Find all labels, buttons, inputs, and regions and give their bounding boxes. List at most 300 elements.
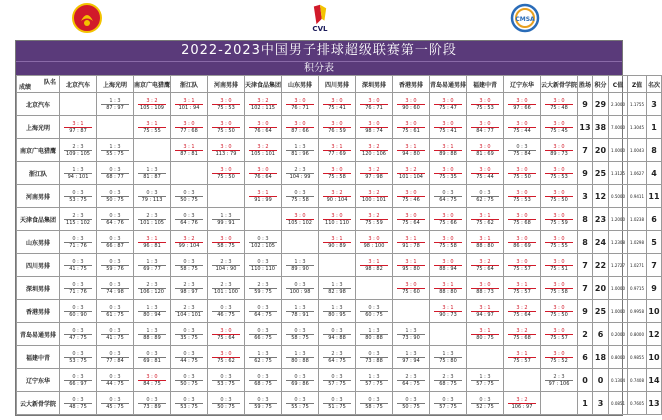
match-result-cell [245, 139, 282, 162]
match-points: 105 : 101 [251, 150, 275, 157]
match-sets: 0 : 3 [64, 236, 92, 243]
match-sets: 0 : 3 [471, 190, 499, 197]
match-sets: 3 : 1 [360, 259, 388, 266]
match-sets: 1 : 3 [434, 351, 462, 358]
match-sets: 3 : 0 [545, 282, 573, 289]
match-sets: 0 : 3 [101, 305, 129, 312]
match-result-cell [504, 392, 541, 415]
match-result-cell [134, 346, 171, 369]
match-sets: 3 : 0 [175, 121, 203, 128]
match-sets: 3 : 0 [397, 282, 425, 289]
match-sets: 2 : 3 [175, 282, 203, 289]
match-points: 53 : 75 [180, 403, 198, 410]
table-row [17, 116, 662, 139]
match-sets: 3 : 0 [249, 121, 277, 128]
stat-cell: 18 [593, 346, 609, 369]
match-points: 75 : 46 [402, 196, 420, 203]
match-result-cell [245, 369, 282, 392]
match-points: 64 : 75 [439, 196, 457, 203]
match-result-cell [97, 231, 134, 254]
match-sets: 3 : 0 [545, 98, 573, 105]
match-result-cell [319, 208, 356, 231]
match-result-cell [504, 139, 541, 162]
match-sets: 3 : 0 [471, 167, 499, 174]
stat-cell: 0.7605 [628, 392, 647, 415]
stat-cell: 11 [647, 185, 662, 208]
match-result-cell [319, 185, 356, 208]
stat-cell: 8 [578, 231, 593, 254]
match-result-cell [430, 93, 467, 116]
match-result-cell [97, 93, 134, 116]
match-result-cell [282, 346, 319, 369]
match-sets: 0 : 3 [397, 397, 425, 404]
match-sets: 3 : 0 [212, 328, 240, 335]
match-points: 35 : 75 [180, 334, 198, 341]
match-result-cell [60, 162, 97, 185]
stat-cell: 1.0238 [628, 208, 647, 231]
match-sets: 0 : 3 [138, 190, 166, 197]
match-sets: 0 : 3 [64, 397, 92, 404]
match-sets: 3 : 0 [434, 259, 462, 266]
match-points: 106 : 120 [140, 288, 164, 295]
match-result-cell [504, 323, 541, 346]
stat-header: 胜场 [578, 76, 593, 93]
match-sets: 3 : 0 [212, 236, 240, 243]
self-match-cell [319, 254, 356, 277]
match-points: 115 : 102 [66, 219, 90, 226]
match-sets: 3 : 0 [360, 121, 388, 128]
match-sets: 0 : 3 [286, 397, 314, 404]
match-sets: 1 : 3 [471, 374, 499, 381]
match-result-cell [171, 185, 208, 208]
table-row [17, 162, 662, 185]
match-sets: 0 : 3 [249, 328, 277, 335]
match-result-cell [245, 346, 282, 369]
match-result-cell [319, 300, 356, 323]
match-result-cell [208, 369, 245, 392]
row-team-name: 南京广电猎鹰 [17, 139, 60, 162]
match-points: 80 : 88 [365, 334, 383, 341]
match-sets: 2 : 3 [138, 282, 166, 289]
stat-cell: 6 [578, 346, 593, 369]
match-points: 68 : 77 [106, 173, 124, 180]
match-sets: 0 : 3 [64, 351, 92, 358]
match-points: 75 : 60 [402, 288, 420, 295]
stat-cell: 2.3000 [609, 93, 628, 116]
match-result-cell [393, 254, 430, 277]
match-result-cell [356, 231, 393, 254]
stat-cell: 0.0851 [609, 392, 628, 415]
match-sets: 3 : 0 [508, 259, 536, 266]
match-points: 78 : 91 [291, 311, 309, 318]
match-sets: 0 : 3 [249, 236, 277, 243]
match-points: 71 : 76 [69, 288, 87, 295]
match-result-cell [319, 392, 356, 415]
match-sets: 3 : 1 [323, 144, 351, 151]
column-header: 辽宁东华 [504, 76, 541, 93]
match-sets: 3 : 0 [212, 98, 240, 105]
match-sets: 1 : 3 [397, 328, 425, 335]
match-points: 75 : 57 [513, 288, 531, 295]
row-team-name: 青岛易通男排 [17, 323, 60, 346]
match-result-cell [245, 300, 282, 323]
match-result-cell [467, 162, 504, 185]
match-result-cell [97, 323, 134, 346]
match-sets: 0 : 3 [212, 305, 240, 312]
match-sets: 1 : 3 [101, 144, 129, 151]
table-row [17, 139, 662, 162]
column-header: 青岛易通男排 [430, 76, 467, 93]
stat-cell: 12 [593, 185, 609, 208]
match-sets: 0 : 3 [175, 351, 203, 358]
match-result-cell [319, 346, 356, 369]
match-result-cell [319, 93, 356, 116]
match-result-cell [319, 162, 356, 185]
match-sets: 0 : 3 [101, 397, 129, 404]
match-sets: 1 : 3 [138, 328, 166, 335]
match-sets: 0 : 3 [101, 259, 129, 266]
match-sets: 3 : 0 [508, 236, 536, 243]
match-sets: 3 : 1 [397, 259, 425, 266]
match-points: 75 : 44 [513, 127, 531, 134]
match-points: 102 : 105 [251, 242, 275, 249]
match-result-cell [134, 162, 171, 185]
self-match-cell [393, 300, 430, 323]
row-team-name: 山东男排 [17, 231, 60, 254]
match-points: 105 : 109 [140, 104, 164, 111]
match-points: 100 : 98 [289, 288, 311, 295]
match-points: 41 : 75 [69, 265, 87, 272]
table-row [17, 231, 662, 254]
match-points: 75 : 80 [439, 357, 457, 364]
match-sets: 1 : 3 [323, 305, 351, 312]
match-result-cell [97, 277, 134, 300]
stat-cell: 0.9411 [628, 185, 647, 208]
self-match-cell [134, 139, 171, 162]
match-points: 97 : 106 [548, 380, 570, 387]
stat-cell: 2 [578, 323, 593, 346]
row-team-name: 天津食品集团 [17, 208, 60, 231]
stat-header: 积分 [593, 76, 609, 93]
match-points: 90 : 89 [328, 242, 346, 249]
match-points: 64 : 75 [402, 380, 420, 387]
stat-cell: 1.2000 [609, 208, 628, 231]
self-match-cell [171, 162, 208, 185]
stat-cell: 25 [593, 300, 609, 323]
page-title: 2022-2023中国男子排球超级联赛第一阶段 [16, 41, 622, 61]
match-points: 75 : 57 [513, 265, 531, 272]
match-sets: 1 : 3 [249, 351, 277, 358]
match-sets: 1 : 3 [212, 213, 240, 220]
match-sets: 3 : 0 [360, 98, 388, 105]
match-result-cell [134, 277, 171, 300]
match-points: 87 : 81 [180, 150, 198, 157]
match-result-cell [393, 116, 430, 139]
match-points: 58 : 75 [217, 242, 235, 249]
match-sets: 1 : 3 [397, 351, 425, 358]
match-result-cell [356, 208, 393, 231]
match-points: 88 : 94 [439, 265, 457, 272]
match-sets: 3 : 2 [249, 98, 277, 105]
stat-cell: 7 [578, 254, 593, 277]
match-points: 75 : 41 [439, 127, 457, 134]
match-points: 75 : 41 [328, 104, 346, 111]
match-points: 53 : 75 [217, 380, 235, 387]
stat-cell: 0.8000 [628, 323, 647, 346]
match-sets: 0 : 3 [286, 190, 314, 197]
match-result-cell [60, 208, 97, 231]
match-points: 80 : 95 [328, 311, 346, 318]
match-sets: 0 : 3 [360, 397, 388, 404]
match-result-cell [356, 93, 393, 116]
match-sets: 1 : 3 [323, 282, 351, 289]
match-result-cell [60, 323, 97, 346]
match-result-cell [541, 116, 578, 139]
match-result-cell [504, 162, 541, 185]
match-sets: 2 : 3 [138, 213, 166, 220]
match-points: 89 : 73 [550, 150, 568, 157]
stat-cell: 0.7408 [628, 369, 647, 392]
match-points: 51 : 75 [328, 403, 346, 410]
match-points: 55 : 75 [106, 150, 124, 157]
stat-cell: 0.9855 [628, 346, 647, 369]
match-points: 88 : 80 [439, 288, 457, 295]
table-row [17, 254, 662, 277]
match-points: 64 : 76 [180, 219, 198, 226]
match-points: 96 : 81 [143, 242, 161, 249]
match-sets: 0 : 3 [175, 259, 203, 266]
match-result-cell [282, 139, 319, 162]
match-points: 75 : 64 [402, 219, 420, 226]
match-result-cell [467, 323, 504, 346]
match-result-cell [134, 93, 171, 116]
match-points: 62 : 75 [254, 357, 272, 364]
match-result-cell [467, 369, 504, 392]
stat-cell: 5 [647, 231, 662, 254]
match-points: 98 : 82 [365, 265, 383, 272]
match-points: 46 : 75 [217, 311, 235, 318]
match-points: 75 : 44 [476, 173, 494, 180]
match-points: 99 : 91 [217, 219, 235, 226]
match-points: 102 : 115 [251, 104, 275, 111]
match-points: 101 : 105 [140, 219, 164, 226]
match-points: 75 : 53 [550, 173, 568, 180]
match-points: 80 : 75 [476, 334, 494, 341]
match-sets: 3 : 0 [434, 98, 462, 105]
match-result-cell [430, 300, 467, 323]
match-points: 73 : 90 [402, 334, 420, 341]
stat-cell: 22 [593, 254, 609, 277]
match-points: 44 : 75 [106, 380, 124, 387]
stat-cell: 7 [578, 277, 593, 300]
self-match-cell [504, 369, 541, 392]
match-result-cell [282, 93, 319, 116]
match-points: 101 : 104 [399, 173, 423, 180]
match-sets: 0 : 3 [360, 351, 388, 358]
match-result-cell [134, 254, 171, 277]
match-result-cell [208, 254, 245, 277]
match-points: 75 : 62 [476, 219, 494, 226]
match-result-cell [356, 185, 393, 208]
match-points: 87 : 66 [291, 127, 309, 134]
match-result-cell [430, 392, 467, 415]
match-sets: 3 : 0 [545, 236, 573, 243]
match-sets: 0 : 3 [434, 190, 462, 197]
match-points: 61 : 75 [106, 311, 124, 318]
match-sets: 0 : 3 [249, 397, 277, 404]
page-subtitle: 积分表 [16, 61, 622, 76]
match-points: 98 : 100 [363, 242, 385, 249]
match-points: 52 : 75 [476, 403, 494, 410]
match-points: 73 : 89 [143, 403, 161, 410]
match-sets: 1 : 3 [286, 305, 314, 312]
match-result-cell [504, 346, 541, 369]
match-points: 104 : 101 [177, 311, 201, 318]
match-points: 75 : 62 [217, 357, 235, 364]
match-sets: 0 : 3 [508, 144, 536, 151]
match-result-cell [134, 300, 171, 323]
match-points: 76 : 64 [254, 127, 272, 134]
stat-cell: 1.0298 [628, 231, 647, 254]
stat-cell: 10 [647, 346, 662, 369]
match-result-cell [467, 185, 504, 208]
match-sets: 1 : 3 [286, 144, 314, 151]
svg-text:CMSA: CMSA [515, 16, 535, 23]
match-points: 60 : 75 [365, 311, 383, 318]
table-row [17, 346, 662, 369]
match-result-cell [467, 254, 504, 277]
match-result-cell [356, 369, 393, 392]
match-result-cell [504, 185, 541, 208]
match-result-cell [430, 185, 467, 208]
match-points: 69 : 77 [143, 265, 161, 272]
match-result-cell [430, 346, 467, 369]
match-result-cell [245, 231, 282, 254]
match-points: 53 : 75 [69, 196, 87, 203]
match-points: 75 : 35 [439, 173, 457, 180]
match-sets: 3 : 2 [471, 259, 499, 266]
match-result-cell [134, 185, 171, 208]
row-team-name: 河南男排 [17, 185, 60, 208]
match-points: 68 : 75 [254, 380, 272, 387]
match-points: 75 : 64 [476, 265, 494, 272]
match-points: 75 : 52 [550, 357, 568, 364]
match-sets: 2 : 3 [545, 374, 573, 381]
match-result-cell [60, 254, 97, 277]
match-sets: 0 : 3 [212, 374, 240, 381]
match-result-cell [60, 300, 97, 323]
match-sets: 3 : 2 [508, 328, 536, 335]
match-points: 75 : 68 [513, 219, 531, 226]
match-sets: 3 : 0 [434, 213, 462, 220]
match-result-cell [171, 254, 208, 277]
match-result-cell [393, 208, 430, 231]
match-points: 98 : 74 [365, 127, 383, 134]
match-points: 90 : 104 [326, 196, 348, 203]
row-team-name: 深圳男排 [17, 277, 60, 300]
match-result-cell [171, 93, 208, 116]
match-sets: 3 : 0 [212, 167, 240, 174]
match-sets: 0 : 3 [64, 259, 92, 266]
match-result-cell [245, 162, 282, 185]
match-points: 75 : 51 [550, 265, 568, 272]
match-result-cell [171, 300, 208, 323]
match-result-cell [504, 208, 541, 231]
match-result-cell [430, 231, 467, 254]
match-sets: 3 : 1 [471, 328, 499, 335]
match-sets: 0 : 3 [323, 328, 351, 335]
match-result-cell [319, 116, 356, 139]
match-sets: 3 : 1 [434, 144, 462, 151]
match-result-cell [208, 208, 245, 231]
match-points: 106 : 97 [511, 403, 533, 410]
row-team-name: 四川男排 [17, 254, 60, 277]
match-result-cell [208, 93, 245, 116]
column-header: 上海光明 [97, 76, 134, 93]
match-sets: 3 : 0 [249, 167, 277, 174]
match-result-cell [60, 277, 97, 300]
match-sets: 3 : 0 [434, 121, 462, 128]
match-points: 75 : 50 [513, 173, 531, 180]
match-sets: 3 : 0 [286, 213, 314, 220]
match-result-cell [467, 277, 504, 300]
row-team-name: 上海光明 [17, 116, 60, 139]
match-sets: 0 : 3 [64, 190, 92, 197]
match-sets: 0 : 3 [64, 328, 92, 335]
match-sets: 3 : 2 [397, 167, 425, 174]
match-points: 90 : 60 [402, 104, 420, 111]
match-sets: 2 : 3 [212, 282, 240, 289]
match-points: 60 : 90 [69, 311, 87, 318]
match-points: 59 : 75 [254, 403, 272, 410]
match-result-cell [245, 185, 282, 208]
match-points: 76 : 71 [291, 104, 309, 111]
match-result-cell [60, 116, 97, 139]
match-points: 120 : 106 [362, 150, 386, 157]
match-result-cell [171, 277, 208, 300]
stat-header: Z值 [628, 76, 647, 93]
column-header: 福建中青 [467, 76, 504, 93]
match-result-cell [319, 139, 356, 162]
self-match-cell [60, 93, 97, 116]
match-points: 94 : 101 [67, 173, 89, 180]
stat-cell: 0.8000 [609, 346, 628, 369]
match-result-cell [393, 231, 430, 254]
match-sets: 2 : 3 [434, 374, 462, 381]
match-points: 58 : 75 [180, 265, 198, 272]
stat-cell: 7 [578, 139, 593, 162]
match-result-cell [541, 346, 578, 369]
match-result-cell [208, 231, 245, 254]
match-sets: 0 : 3 [175, 328, 203, 335]
match-sets: 3 : 0 [434, 167, 462, 174]
match-sets: 0 : 3 [434, 397, 462, 404]
match-sets: 1 : 3 [138, 305, 166, 312]
row-team-name: 福建中青 [17, 346, 60, 369]
match-result-cell [171, 116, 208, 139]
match-points: 58 : 75 [365, 403, 383, 410]
match-result-cell [134, 369, 171, 392]
match-sets: 3 : 1 [471, 305, 499, 312]
match-points: 64 : 75 [328, 357, 346, 364]
stat-cell: 20 [593, 139, 609, 162]
match-sets: 1 : 3 [286, 259, 314, 266]
match-result-cell [393, 162, 430, 185]
match-points: 91 : 99 [254, 196, 272, 203]
match-sets: 1 : 3 [360, 374, 388, 381]
match-sets: 3 : 0 [323, 121, 351, 128]
match-points: 57 : 75 [476, 380, 494, 387]
